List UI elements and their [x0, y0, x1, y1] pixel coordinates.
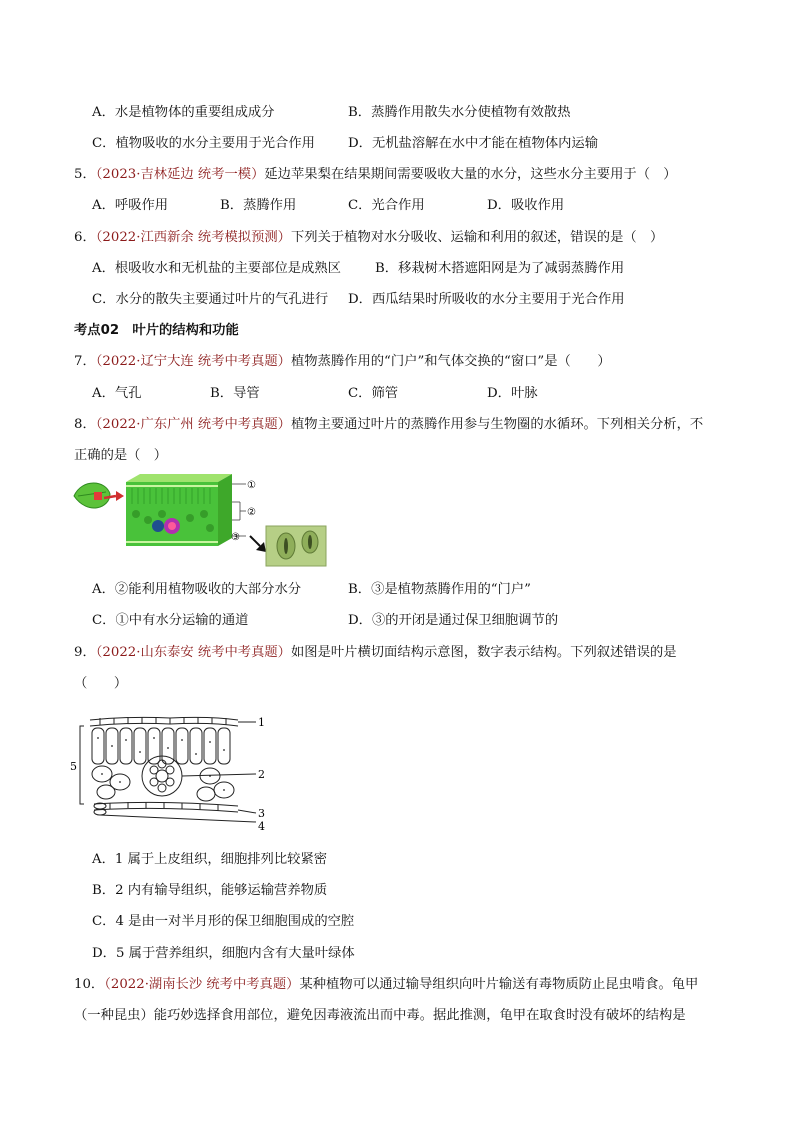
q8-option-b: B．③是植物蒸腾作用的“门户”: [348, 582, 531, 597]
q8-stem-line-2: 正确的是（ ）: [74, 448, 168, 463]
q6-stem-line: [74, 229, 663, 247]
fig8-label-1: ①: [247, 480, 256, 491]
q9-source: （2022·山东泰安 统考中考真题）: [95, 645, 291, 660]
fig9-label-2: 2: [258, 768, 265, 781]
q5-stem-line: [74, 166, 677, 184]
q5-option-b: B．蒸腾作用: [220, 198, 297, 213]
q8-number: 8．: [74, 417, 96, 432]
fig8-label-2: ②: [247, 507, 256, 518]
leaf-block-figure: [70, 474, 332, 572]
q5-option-c: C．光合作用: [348, 198, 425, 213]
q5-stem: 延边苹果梨在结果期间需要吸收大量的水分，这些水分主要用于（ ）: [264, 167, 677, 182]
q8-source: （2022·广东广州 统考中考真题）: [95, 417, 291, 432]
q9-stem-line-2: （ ）: [74, 676, 128, 691]
fig9-label-4: 4: [258, 820, 265, 833]
fig9-label-3: 3: [258, 807, 265, 820]
q9-option-a: A．1 属于上皮组织，细胞排列比较紧密: [92, 852, 328, 867]
leaf-cross-section-figure: [70, 712, 270, 834]
arrow-icon: [116, 491, 124, 501]
q5-option-d: D．吸收作用: [487, 198, 565, 213]
q10-stem: 某种植物可以通过输导组织向叶片输送有毒物质防止昆虫啃食。龟甲: [299, 977, 699, 992]
q9-option-b: B．2 内有输导组织，能够运输营养物质: [92, 883, 328, 898]
q6-stem: 下列关于植物对水分吸收、运输和利用的叙述，错误的是（ ）: [290, 230, 664, 245]
q9-stem-line: [74, 644, 677, 662]
q7-option-c: C．筛管: [348, 386, 399, 401]
q7-option-b: B．导管: [210, 386, 260, 401]
q4-option-a: A．水是植物体的重要组成成分: [92, 105, 275, 120]
q6-source: （2022·江西新余 统考模拟预测）: [95, 230, 291, 245]
q6-option-a: A．根吸收水和无机盐的主要部位是成熟区: [92, 261, 341, 276]
q4-option-b: B．蒸腾作用散失水分使植物有效散热: [348, 105, 571, 120]
q8-option-a: A．②能利用植物吸收的大部分水分: [92, 582, 302, 597]
q4-option-c: C．植物吸收的水分主要用于光合作用: [92, 136, 315, 151]
q7-stem-line: [74, 353, 611, 371]
q9-number: 9．: [74, 645, 96, 660]
q7-option-a: A．气孔: [92, 386, 142, 401]
q6-option-d: D．西瓜结果时所吸收的水分主要用于光合作用: [348, 292, 625, 307]
q8-option-c: C．①中有水分运输的通道: [92, 613, 249, 628]
q9-stem: 如图是叶片横切面结构示意图，数字表示结构。下列叙述错误的是: [290, 645, 677, 660]
q7-source: （2022·辽宁大连 统考中考真题）: [95, 354, 291, 369]
q8-stem: 植物主要通过叶片的蒸腾作用参与生物圈的水循环。下列相关分析，不: [290, 417, 704, 432]
section-heading: 考点02 叶片的结构和功能: [74, 323, 239, 338]
fig8-label-3: ③: [231, 532, 240, 543]
q6-option-c: C．水分的散失主要通过叶片的气孔进行: [92, 292, 329, 307]
q8-option-d: D．③的开闭是通过保卫细胞调节的: [348, 613, 559, 628]
q7-number: 7．: [74, 354, 96, 369]
q5-number: 5．: [74, 167, 96, 182]
q5-option-a: A．呼吸作用: [92, 198, 169, 213]
q6-number: 6．: [74, 230, 96, 245]
q8-stem-line: [74, 416, 703, 434]
q4-option-d: D．无机盐溶解在水中才能在植物体内运输: [348, 136, 599, 151]
q5-source: （2023·吉林延边 统考一模）: [95, 167, 265, 182]
q10-stem-line: [74, 976, 698, 994]
q10-stem-line-2: （一种昆虫）能巧妙选择食用部位，避免因毒液流出而中毒。据此推测，龟甲在取食时没有破坏的结构是: [74, 1008, 686, 1023]
q10-source: （2022·湖南长沙 统考中考真题）: [104, 977, 300, 992]
q7-option-d: D．叶脉: [487, 386, 538, 401]
fig9-label-1: 1: [258, 716, 265, 729]
q9-option-d: D．5 属于营养组织，细胞内含有大量叶绿体: [92, 946, 355, 961]
fig9-label-5: 5: [70, 760, 77, 773]
q9-option-c: C．4 是由一对半月形的保卫细胞围成的空腔: [92, 914, 355, 929]
q7-stem: 植物蒸腾作用的“门户”和气体交换的“窗口”是（ ）: [290, 354, 611, 369]
q6-option-b: B．移栽树木搭遮阳网是为了减弱蒸腾作用: [375, 261, 625, 276]
q10-number: 10．: [74, 977, 105, 992]
